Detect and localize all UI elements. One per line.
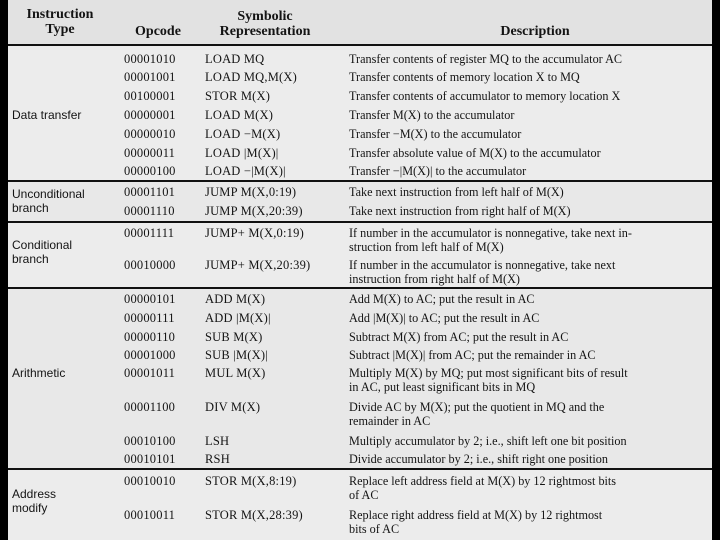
symbolic-cell: ADD M(X)	[205, 292, 266, 306]
symbolic-cell: SUB |M(X)|	[205, 348, 268, 362]
description-cell: Transfer contents of memory location X to MQ	[349, 70, 580, 84]
symbolic-cell: JUMP+ M(X,20:39)	[205, 258, 311, 272]
symbolic-cell: LOAD |M(X)|	[205, 146, 279, 160]
description-cell: Divide AC by M(X); put the quotient in MQ and the	[349, 400, 605, 414]
group-divider	[0, 180, 720, 182]
description-cell: instruction from right half of M(X)	[349, 272, 520, 286]
description-cell: Divide accumulator by 2; i.e., shift right one position	[349, 452, 608, 466]
symbolic-cell: DIV M(X)	[205, 400, 261, 414]
opcode-cell: 00000011	[124, 146, 176, 160]
opcode-cell: 00010010	[124, 474, 176, 488]
description-cell: If number in the accumulator is nonnegative, take next in-	[349, 226, 632, 240]
opcode-cell: 00001011	[124, 366, 176, 380]
group-divider	[0, 221, 720, 223]
symbolic-cell: STOR M(X)	[205, 89, 271, 103]
description-cell: Transfer absolute value of M(X) to the accumulator	[349, 146, 601, 160]
opcode-cell: 00000010	[124, 127, 176, 141]
symbolic-cell: RSH	[205, 452, 230, 466]
symbolic-cell: LOAD −M(X)	[205, 127, 281, 141]
instruction-type-label: Arithmetic	[12, 366, 66, 380]
instruction-type-label: Conditional	[12, 238, 73, 252]
instruction-type-label: branch	[12, 252, 49, 266]
description-cell: Multiply accumulator by 2; i.e., shift left one bit position	[349, 434, 627, 448]
description-cell: Replace right address field at M(X) by 12 rightmost	[349, 508, 603, 522]
header-description: Description	[500, 24, 570, 39]
description-cell: of AC	[349, 488, 379, 502]
right-edge	[712, 0, 720, 540]
symbolic-cell: STOR M(X,8:19)	[205, 474, 297, 488]
symbolic-cell: LSH	[205, 434, 230, 448]
symbolic-cell: SUB M(X)	[205, 330, 263, 344]
opcode-cell: 00010011	[124, 508, 176, 522]
header-symbolic-line2: Representation	[219, 24, 311, 39]
description-cell: Add M(X) to AC; put the result in AC	[349, 292, 535, 306]
description-cell: Take next instruction from left half of M(X)	[349, 185, 564, 199]
opcode-cell: 00010000	[124, 258, 176, 272]
description-cell: struction from left half of M(X)	[349, 240, 504, 254]
description-cell: remainder in AC	[349, 414, 431, 428]
header-symbolic-line1: Symbolic	[237, 9, 293, 24]
instruction-type-label: Address	[12, 487, 57, 501]
instruction-type-label: branch	[12, 201, 49, 215]
description-cell: Subtract |M(X)| from AC; put the remainder in AC	[349, 348, 596, 362]
opcode-cell: 00100001	[124, 89, 176, 103]
description-cell: Add |M(X)| to AC; put the result in AC	[349, 311, 540, 325]
opcode-cell: 00001010	[124, 52, 176, 66]
description-cell: Multiply M(X) by MQ; put most significant bits of result	[349, 366, 628, 380]
instruction-type-label: Unconditional	[12, 187, 85, 201]
description-cell: Transfer contents of register MQ to the accumulator AC	[349, 52, 623, 66]
symbolic-cell: MUL M(X)	[205, 366, 266, 380]
description-cell: Transfer −|M(X)| to the accumulator	[349, 164, 527, 178]
description-cell: Replace left address field at M(X) by 12 rightmost bits	[349, 474, 617, 488]
header-type-line1: Instruction	[26, 7, 94, 22]
opcode-cell: 00001101	[124, 185, 176, 199]
description-cell: in AC, put least significant bits in MQ	[349, 380, 536, 394]
description-cell: Subtract M(X) from AC; put the result in AC	[349, 330, 569, 344]
opcode-cell: 00010100	[124, 434, 176, 448]
description-cell: Take next instruction from right half of M(X)	[349, 204, 571, 218]
opcode-cell: 00001110	[124, 204, 175, 218]
header-type-line2: Type	[45, 22, 75, 37]
symbolic-cell: LOAD −|M(X)|	[205, 164, 286, 178]
description-cell: Transfer −M(X) to the accumulator	[349, 127, 522, 141]
opcode-cell: 00000100	[124, 164, 176, 178]
symbolic-cell: JUMP M(X,20:39)	[205, 204, 303, 218]
group-divider	[0, 468, 720, 470]
instruction-type-label: Data transfer	[12, 108, 82, 122]
description-cell: Transfer contents of accumulator to memory location X	[349, 89, 621, 103]
opcode-cell: 00001100	[124, 400, 176, 414]
description-cell: bits of AC	[349, 522, 400, 536]
left-edge	[0, 0, 8, 540]
symbolic-cell: STOR M(X,28:39)	[205, 508, 303, 522]
opcode-cell: 00001001	[124, 70, 176, 84]
opcode-cell: 00000101	[124, 292, 176, 306]
symbolic-cell: JUMP M(X,0:19)	[205, 185, 297, 199]
symbolic-cell: ADD |M(X)|	[205, 311, 271, 325]
opcode-cell: 00000001	[124, 108, 176, 122]
group-divider	[0, 287, 720, 289]
symbolic-cell: JUMP+ M(X,0:19)	[205, 226, 304, 240]
opcode-cell: 00010101	[124, 452, 176, 466]
opcode-cell: 00001111	[124, 226, 175, 240]
opcode-cell: 00000110	[124, 330, 176, 344]
description-cell: Transfer M(X) to the accumulator	[349, 108, 515, 122]
symbolic-cell: LOAD M(X)	[205, 108, 274, 122]
opcode-cell: 00001000	[124, 348, 176, 362]
header-opcode: Opcode	[135, 24, 181, 39]
instruction-type-label: modify	[12, 501, 48, 515]
opcode-cell: 00000111	[124, 311, 175, 325]
symbolic-cell: LOAD MQ,M(X)	[205, 70, 297, 84]
symbolic-cell: LOAD MQ	[205, 52, 265, 66]
description-cell: If number in the accumulator is nonnegative, take next	[349, 258, 616, 272]
